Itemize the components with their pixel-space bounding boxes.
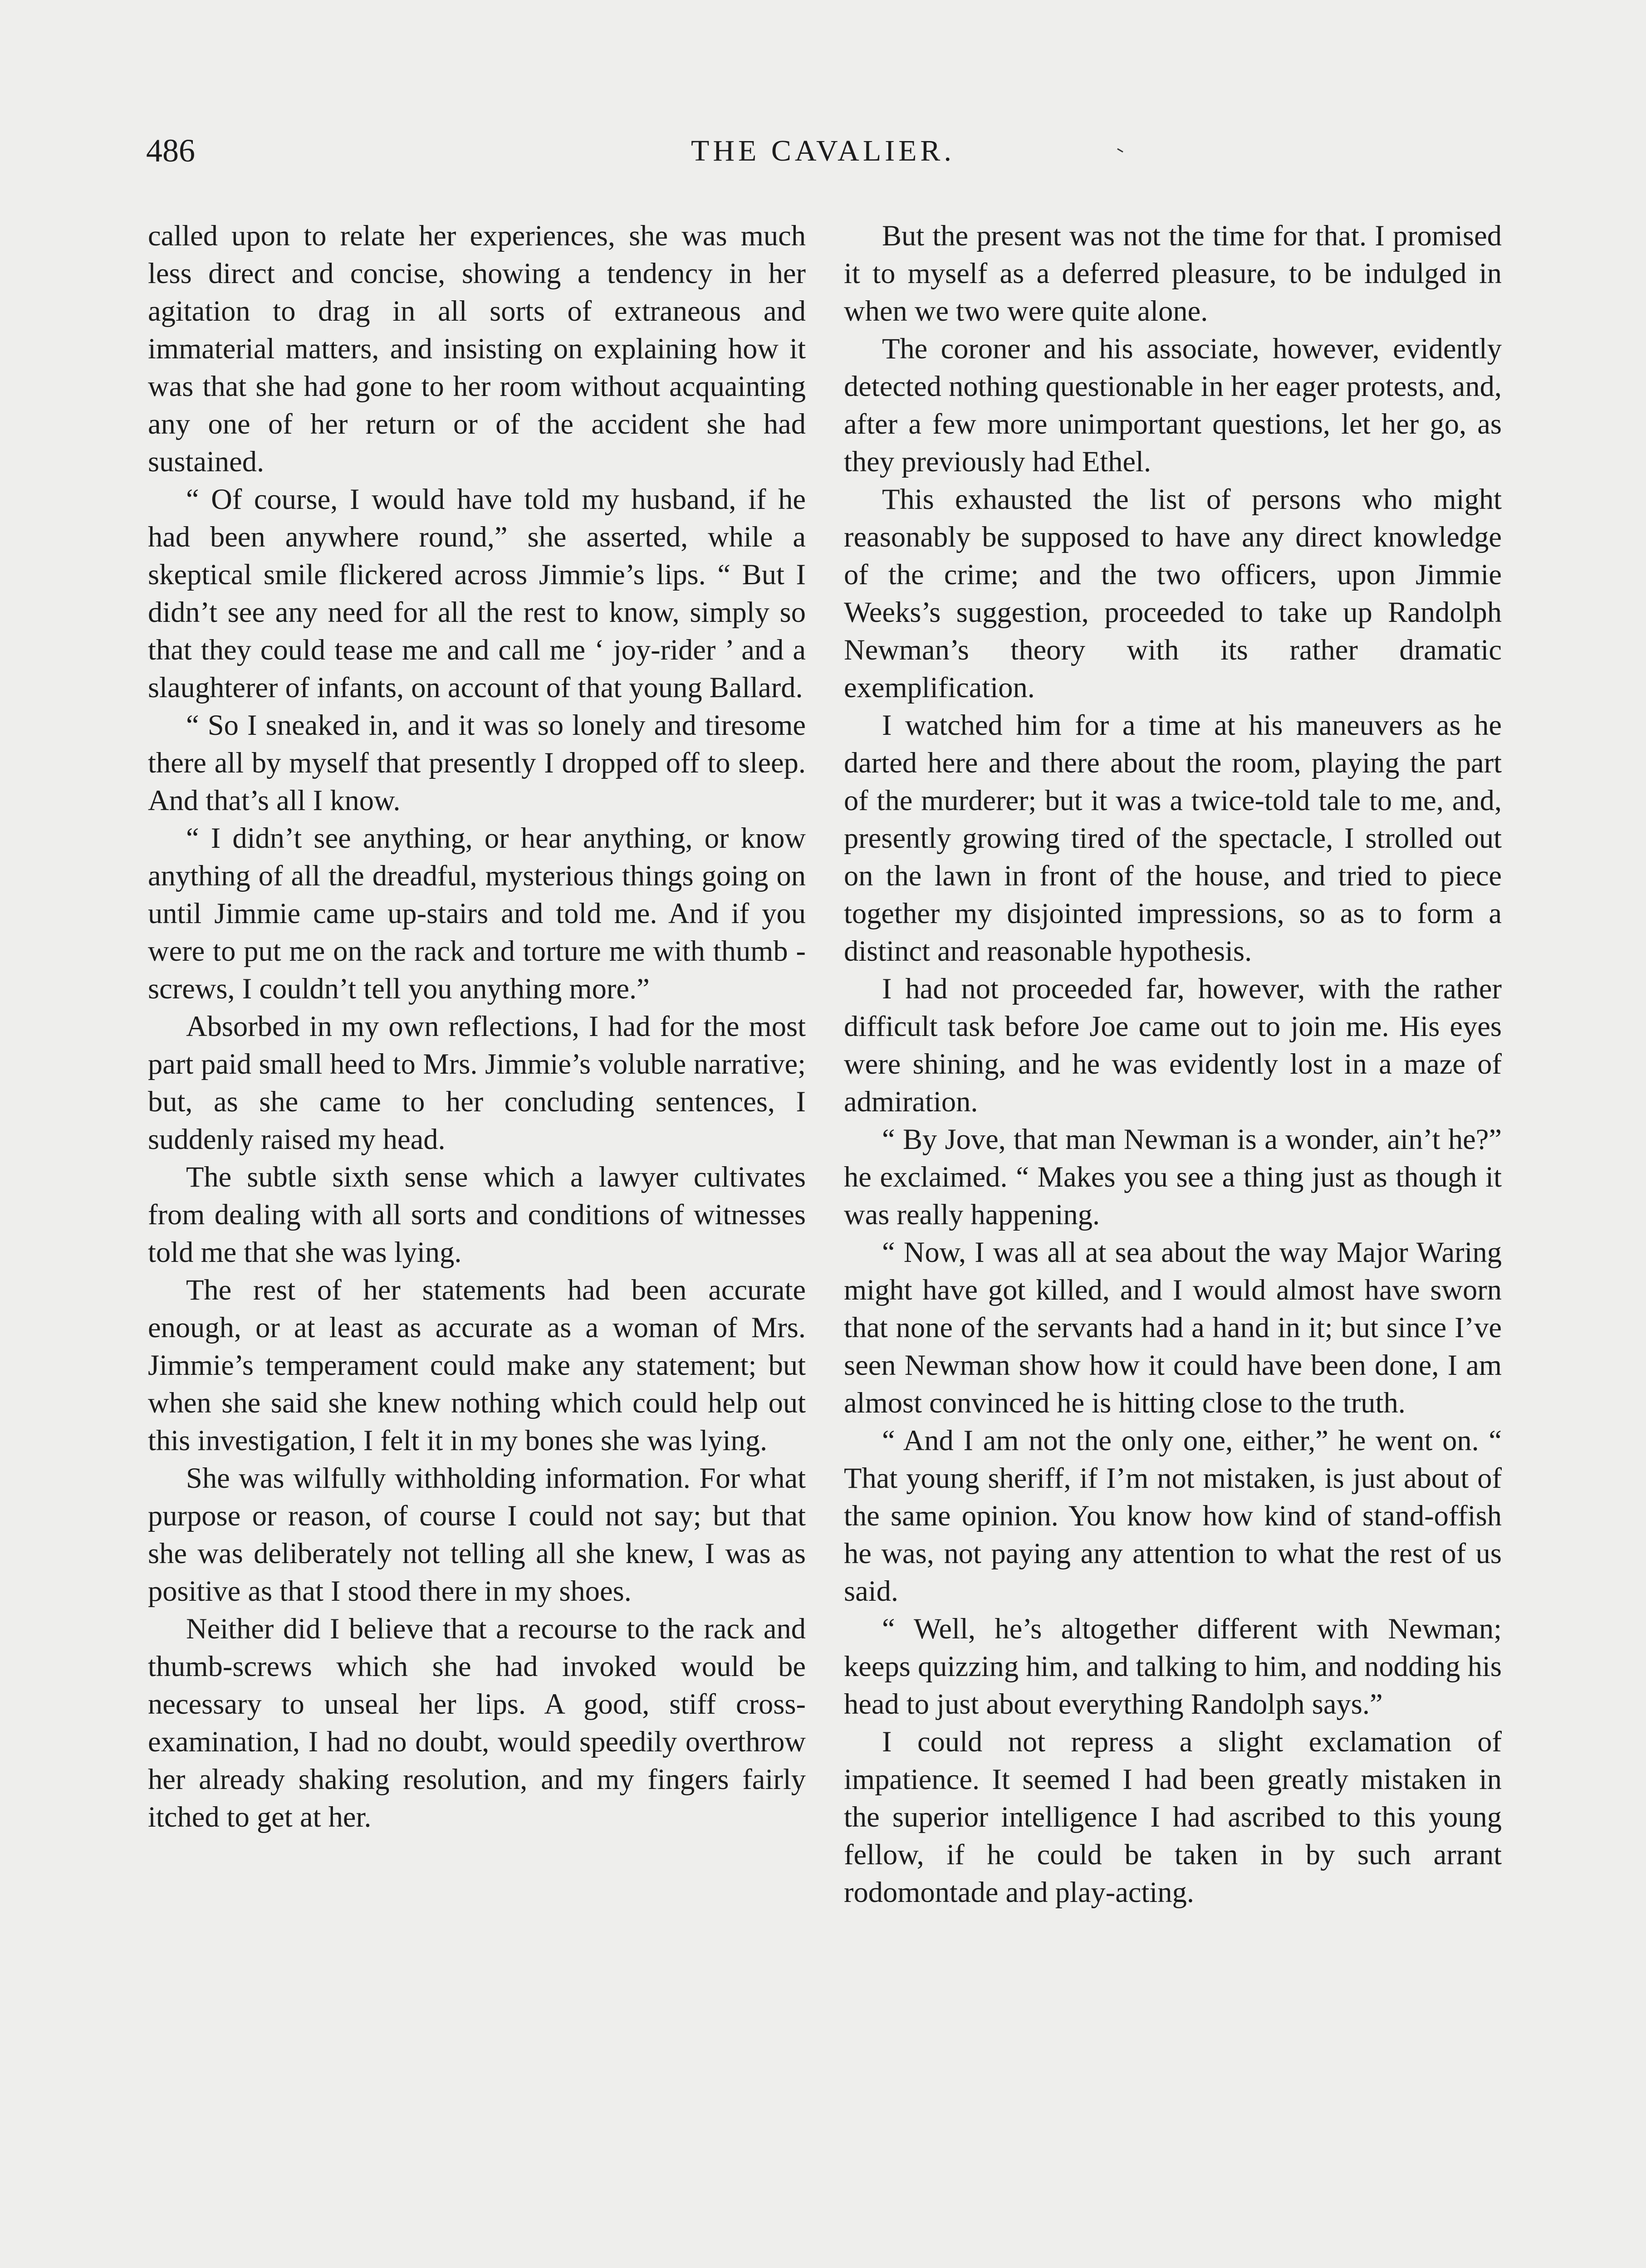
paragraph: This exhausted the list of persons who might reasonably be supposed to have any direct knowledge of the crime; and the two officers, upon Jimmie Weeks’s suggestion, proceeded to take up Randolph Newman’s theory with its rather dramatic exemplification. (844, 483, 1502, 704)
paragraph: I watched him for a time at his maneuvers as he darted here and there about the room, playing the part of the murderer; but it was a twice-told tale to me, and, presently growing tired of the spectacle, I strolled out on the lawn in front of the house, and tried to piece together my disjointed impressions, so as to form a distinct and reasonable hypothesis. (844, 709, 1502, 967)
paragraph: The subtle sixth sense which a lawyer cultivates from dealing with all sorts and conditions of witnesses told me that she was lying. (148, 1161, 806, 1268)
paragraph: I could not repress a slight exclamation of impatience. It seemed I had been greatly mistaken in the superior intelligence I had ascribed to this young fellow, if he could be taken in by such arrant rodomontade and play-acting. (844, 1725, 1502, 1908)
paragraph: The rest of her statements had been accurate enough, or at least as accurate as a woman of Mrs. Jimmie’s temperament could make any statement; but when she said she knew nothing which could help out this investigation, I felt it in my bones she was lying. (148, 1274, 806, 1457)
paragraph: called upon to relate her experiences, she was much less direct and concise, showing a tendency in her agitation to drag in all sorts of extraneous and immaterial matters, and insisting on explaining how it was that she had gone to her room without acquainting any one of her return or of the accident she had sustained. (148, 220, 806, 478)
paragraph: I had not proceeded far, however, with the rather difficult task before Joe came out to join me. His eyes were shining, and he was evidently lost in a maze of admiration. (844, 973, 1502, 1118)
paragraph: “ By Jove, that man Newman is a wonder, ain’t he?” he exclaimed. “ Makes you see a thing just as though it was really happening. (844, 1123, 1502, 1231)
page-number: 486 (146, 132, 195, 169)
left-column (148, 217, 806, 1836)
paragraph: But the present was not the time for that. I promised it to myself as a deferred pleasure, to be indulged in when we two were quite alone. (844, 220, 1502, 327)
paragraph: “ Of course, I would have told my husband, if he had been anywhere round,” she asserted, while a skeptical smile flickered across Jimmie’s lips. “ But I didn’t see any need for all the rest to know, simply so that they could tease me and call me ‘ joy-rider ’ and a slaughterer of infants, on account of that young Ballard. (148, 483, 806, 704)
paragraph: Neither did I believe that a recourse to the rack and thumb-screws which she had invoked would be necessary to unseal her lips. A good, stiff cross-examination, I had no doubt, would speedily overthrow her already shaking resolution, and my fingers fairly itched to get at her. (148, 1613, 806, 1833)
paragraph: “ So I sneaked in, and it was so lonely and tiresome there all by myself that presently I dropped off to sleep. And that’s all I know. (148, 709, 806, 816)
paragraph: “ And I am not the only one, either,” he went on. “ That young sheriff, if I’m not mistaken, is just about of the same opinion. You know how kind of stand-offish he was, not paying any attention to what the rest of us said. (844, 1424, 1502, 1607)
paragraph: “ I didn’t see anything, or hear anything, or know anything of all the dreadful, mysterious things going on until Jimmie came up-stairs and told me. And if you were to put me on the rack and torture me with thumb - screws, I couldn’t tell you anything more.” (148, 822, 806, 1005)
paragraph: Absorbed in my own reflections, I had for the most part paid small heed to Mrs. Jimmie’s voluble narrative; but, as she came to her concluding sentences, I suddenly raised my head. (148, 1010, 806, 1155)
paragraph: The coroner and his associate, however, evidently detected nothing questionable in her eager protests, and, after a few more unimportant questions, let her go, as they previously had Ethel. (844, 332, 1502, 478)
right-column (844, 217, 1502, 1911)
running-head: THE CAVALIER. (691, 134, 955, 167)
paragraph: “ Now, I was all at sea about the way Major Waring might have got killed, and I would almost have sworn that none of the servants had a hand in it; but since I’ve seen Newman show how it could have been done, I am almost convinced he is hitting close to the truth. (844, 1236, 1502, 1419)
paragraph: “ Well, he’s altogether different with Newman; keeps quizzing him, and talking to him, and nodding his head to just about everything Randolph says.” (844, 1613, 1502, 1720)
paragraph: She was wilfully withholding information. For what purpose or reason, of course I could not say; but that she was deliberately not telling all she knew, I was as positive as that I stood there in my shoes. (148, 1462, 806, 1607)
